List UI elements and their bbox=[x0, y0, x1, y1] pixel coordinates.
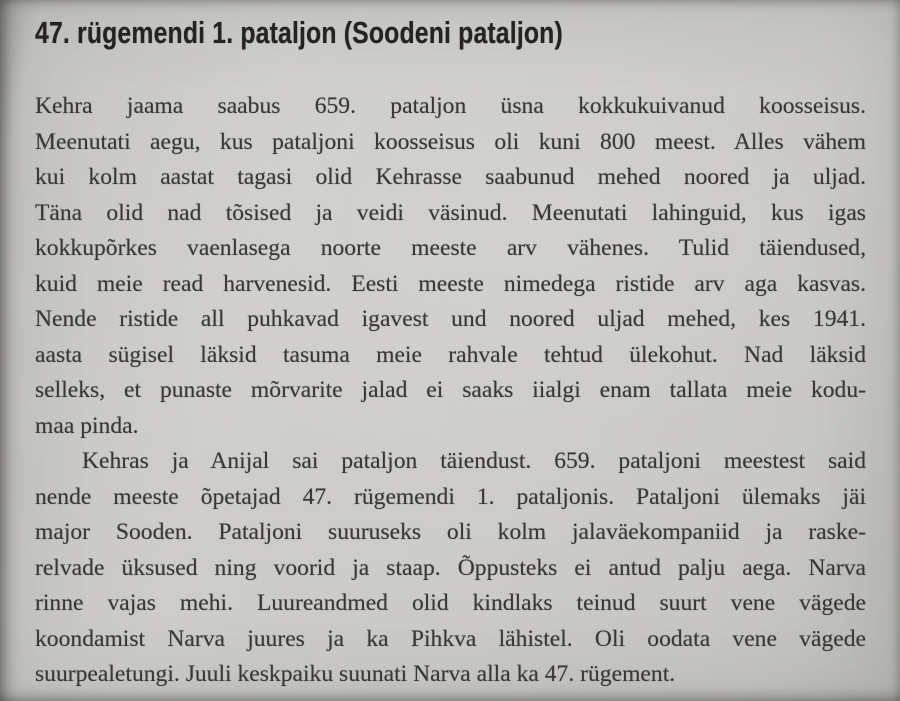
page-title: 47. rügemendi 1. pataljon (Soodeni pataljon) bbox=[35, 15, 563, 50]
text-line: suurpealetungi. Juuli keskpaiku suunati Narva alla ka 47. rügement. bbox=[35, 661, 676, 687]
text-line: Täna olid nad tõsised ja veidi väsinud. Meenutati lahinguid, kus igas bbox=[35, 199, 866, 226]
paragraph bbox=[35, 444, 866, 693]
text-line: Kehras ja Anijal sai pataljon täiendust. 659. pataljoni meestest said bbox=[82, 448, 866, 474]
text-line: major Sooden. Pataljoni suuruseks oli kolm jalaväekompaniid ja raske- bbox=[35, 519, 866, 545]
body-text bbox=[35, 89, 866, 693]
paragraph bbox=[35, 89, 866, 444]
text-line: maa pinda. bbox=[35, 412, 139, 439]
text-line: aasta sügisel läksid tasuma meie rahvale tehtud ülekohut. Nad läksid bbox=[35, 341, 866, 368]
text-line: rinne vajas mehi. Luureandmed olid kindlaks teinud suurt vene vägede bbox=[35, 590, 866, 616]
text-line: nende meeste õpetajad 47. rügemendi 1. pataljonis. Pataljoni ülemaks jäi bbox=[35, 483, 866, 510]
text-line: selleks, et punaste mõrvarite jalad ei saaks iialgi enam tallata meie kodu- bbox=[35, 377, 866, 403]
text-line: kuid meie read harvenesid. Eesti meeste nimedega ristide arv aga kasvas. bbox=[35, 270, 866, 297]
text-line: Meenutati aegu, kus pataljoni koosseisus oli kuni 800 meest. Alles vähem bbox=[35, 128, 866, 155]
text-line: relvade üksused ning voorid ja staap. Õppusteks ei antud palju aega. Narva bbox=[35, 554, 866, 581]
text-line: koondamist Narva juures ja ka Pihkva lähistel. Oli oodata vene vägede bbox=[35, 625, 866, 652]
text-line: Kehra jaama saabus 659. pataljon üsna kokkukuivanud koosseisus. bbox=[35, 93, 866, 119]
text-line: Nende ristide all puhkavad igavest und noored uljad mehed, kes 1941. bbox=[35, 306, 866, 332]
text-line: kui kolm aastat tagasi olid Kehrasse saabunud mehed noored ja uljad. bbox=[35, 164, 866, 190]
text-line: kokkupõrkes vaenlasega noorte meeste arv vähenes. Tulid täiendused, bbox=[35, 235, 866, 261]
